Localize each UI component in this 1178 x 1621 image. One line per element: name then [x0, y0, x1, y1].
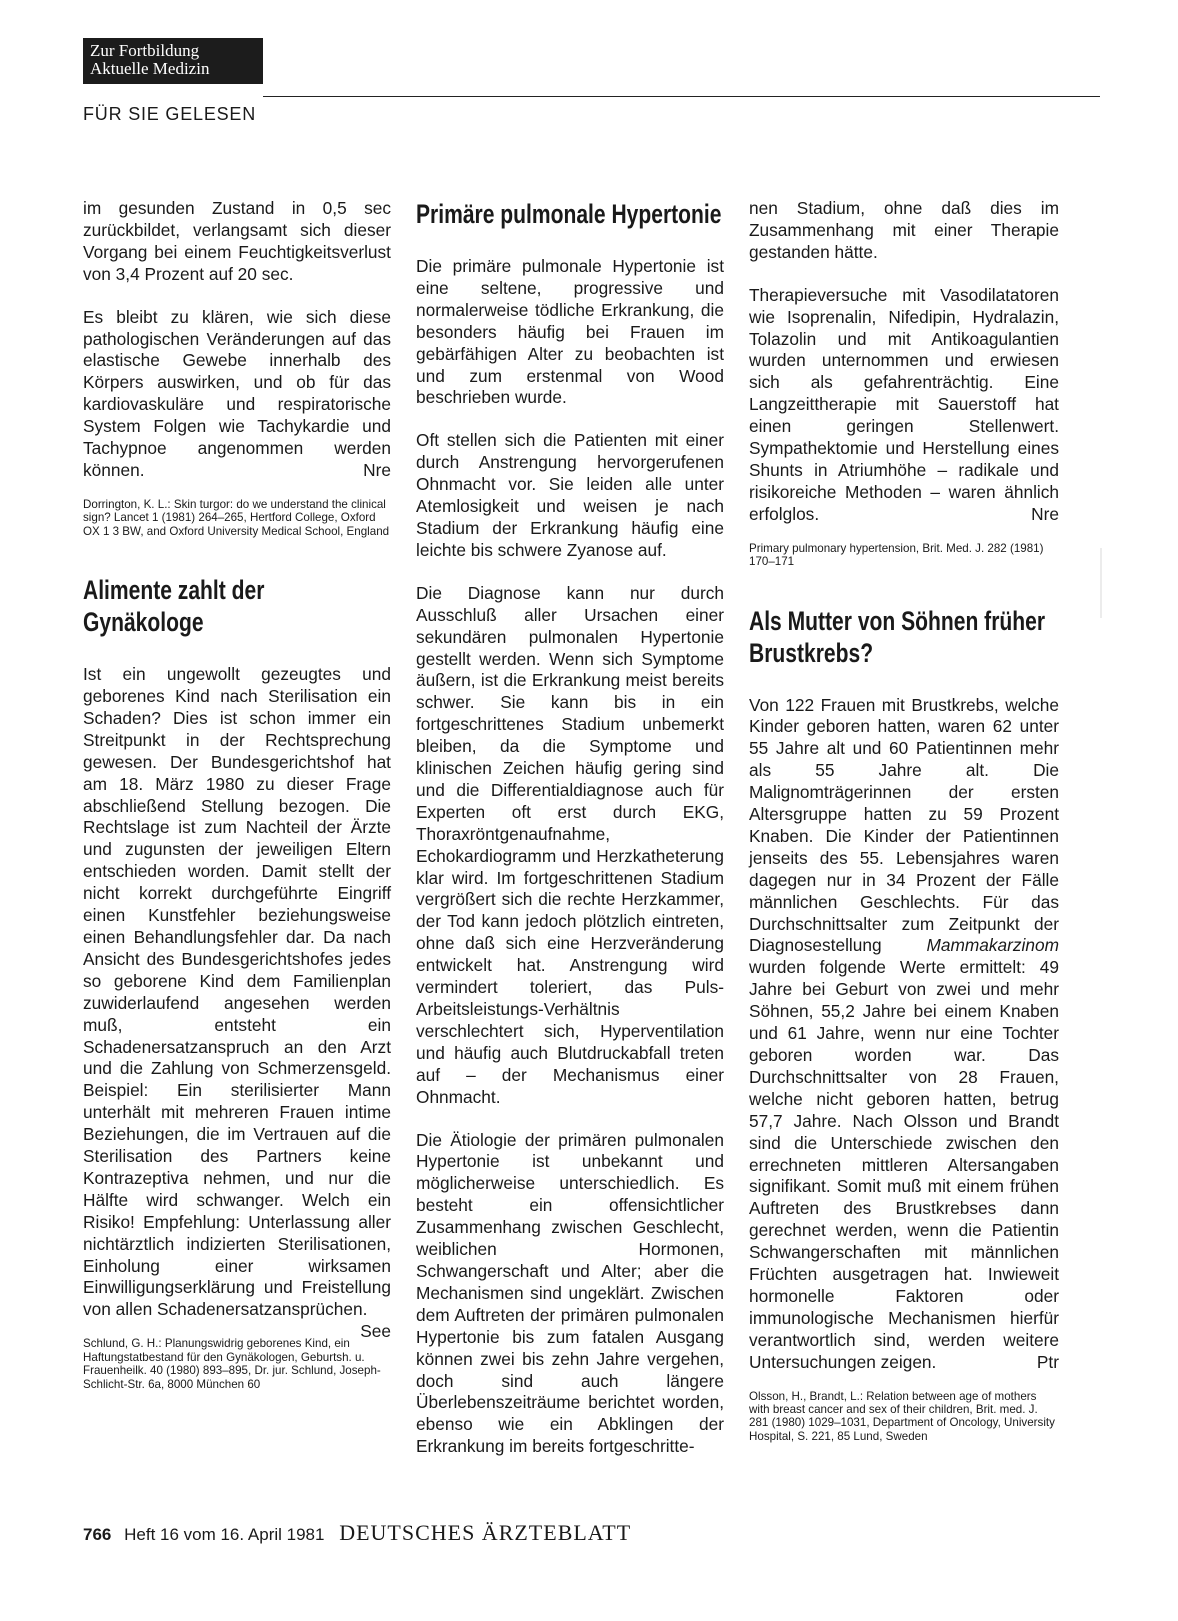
- col3-paragraph-1: nen Stadium, ohne daß dies im Zusammenhang mit einer Therapie gestanden hätte.: [749, 198, 1059, 262]
- col2-paragraph-2: Oft stellen sich die Patienten mit einer durch Anstrengung hervorgerufenen Ohnmacht vor. Sie leiden alle unter Atemlosigkeit und weisen je nach Stadium der Erkrankung häufig eine leichte bis schwere Zyanose auf.: [416, 430, 724, 560]
- kicker: FÜR SIE GELESEN: [83, 104, 257, 124]
- col1-paragraph-2-text: Es bleibt zu klären, wie sich diese pathologischen Veränderungen auf das elastische Gewebe innerhalb des Körpers auswirken, und ob für das kardiovaskuläre und respiratorische System Folgen wie Tachykardie und Tachypnoe angenommen werden können.: [83, 306, 391, 480]
- issue-line: Heft 16 vom 16. April 1981: [124, 1525, 325, 1544]
- column-3: [749, 198, 1059, 1479]
- col1-paragraph-3: [83, 664, 391, 1342]
- col2-paragraph-1: Die primäre pulmonale Hypertonie ist eine seltene, progressive und normalerweise tödliche Erkrankung, die besonders häufig bei Frauen im gebärfähigen Alter zu beobachten ist und zum erstenmal von Wood beschrieben wurde.: [416, 256, 724, 408]
- article-title: Alimente zahlt der Gynäkologe: [83, 575, 265, 638]
- section-tag-line1: Zur Fortbildung: [90, 41, 200, 60]
- col3-paragraph-3-text-b: wurden folgende Werte ermittelt: 49 Jahre bei Geburt von zwei und mehr Söhnen, 55,2 Jahre bei einem Knaben und 61 Jahre, wenn nur eine Tochter geboren worden war. Das Durchschnittsalter von 28 Frauen, welche nicht geboren hatten, betrug 57,7 Jahre. Nach Olsson und Brandt sind die Unterschiede zwischen den errechneten mittleren Altersangaben signifikant. Somit muß mit einem frühen Auftreten des Brustkrebses dann gerechnet werden, wenn die Patientin Schwangerschaften mit männlichen Früchten ausgetragen hat. Inwieweit hormonelle Faktoren oder immunologische Mechanismen hierfür verantwortlich sind, werden weitere Untersuchungen zeigen.: [749, 957, 1059, 1372]
- article-title: Primäre pulmonale Hypertonie: [416, 199, 722, 229]
- col3-paragraph-2: [749, 285, 1059, 526]
- scan-mark: [1100, 548, 1102, 618]
- col3-paragraph-3-italic: Mammakarzinom: [926, 935, 1059, 956]
- author-sign: Ptr: [1036, 1351, 1059, 1372]
- page-number: 766: [83, 1525, 112, 1544]
- column-1: [83, 198, 391, 1427]
- page-footer: [83, 1520, 631, 1546]
- author-sign: Nre: [1031, 503, 1059, 524]
- col3-paragraph-2-text: Therapieversuche mit Vasodilatatoren wie Isoprenalin, Nifedipin, Hydralazin, Tolazolin und mit Antikoagulantien wurden unternommen und erwiesen sich als gefahrenträchtig. Eine Langzeittherapie mit Sauerstoff hat einen geringen Stellenwert. Sympathektomie und Herstellung eines Shunts in Atriumhöhe – radikale und risikoreiche Methoden – waren ähnlich erfolglos.: [749, 284, 1059, 524]
- author-sign: Nre: [363, 459, 391, 480]
- author-sign: See: [360, 1321, 391, 1342]
- col3-paragraph-3: [749, 695, 1059, 1374]
- col1-paragraph-1: im gesunden Zustand in 0,5 sec zurückbildet, verlangsamt sich dieser Vorgang bei einem Feuchtigkeitsverlust von 3,4 Prozent auf 20 sec.: [83, 198, 391, 284]
- col3-paragraph-3-text-a: Von 122 Frauen mit Brustkrebs, welche Kinder geboren hatten, waren 62 unter 55 Jahre alt und 60 Patientinnen mehr als 55 Jahre alt. Die Malignomträgerinnen der ersten Altersgruppe hatten zu 59 Prozent Knaben. Die Kinder der Patientinnen jenseits des 55. Lebensjahres waren dagegen nur in 34 Prozent der Fälle männlichen Geschlechts. Für das Durchschnittsalter zum Zeitpunkt der Diagnosestellung: [749, 694, 1059, 956]
- reference: Primary pulmonary hypertension, Brit. Med. J. 282 (1981) 170–171: [749, 541, 1044, 569]
- col1-paragraph-2: [83, 307, 391, 482]
- column-2: [416, 198, 724, 1479]
- section-tag: [83, 38, 263, 84]
- col2-paragraph-4: Die Ätiologie der primären pulmonalen Hypertonie ist unbekannt und möglicherweise unterschiedlich. Es besteht ein offensichtlicher Zusammenhang zwischen Geschlecht, weiblichen Hormonen, Schwangerschaft und Alter; aber die Mechanismen sind ungeklärt. Zwischen dem Auftreten der primären pulmonalen Hypertonie bis zum fatalen Ausgang können zwei bis zehn Jahre vergehen, doch sind auch längere Überlebenszeiträume berichtet worden, ebenso wie ein Abklingen der Erkrankung im bereits fortgeschritte-: [416, 1129, 724, 1457]
- header-rule: [263, 96, 1100, 97]
- col2-paragraph-3: Die Diagnose kann nur durch Ausschluß aller Ursachen einer sekundären pulmonalen Hypertonie gestellt werden. Wenn sich Symptome äußern, ist die Erkrankung meist bereits schwer. Sie kann bis in ein fortgeschrittenes Stadium unbemerkt bleiben, da die Symptome und klinischen Zeichen häufig gering sind und die Differentialdiagnose auch für Experten oft erst durch EKG, Thoraxröntgenaufnahme, Echokardiogramm und Herzkatheterung klar wird. Im fortgeschrittenen Stadium vergrößert sich die rechte Herzkammer, der Tod kann jedoch plötzlich eintreten, ohne daß sich eine Herzveränderung entwickelt hat. Anstrengung wird vermindert toleriert, das Puls-Arbeitsleistungs-Verhältnis verschlechtert sich, Hyperventilation und häufig auch Blutdruckabfall treten auf – der Mechanismus einer Ohnmacht.: [416, 582, 724, 1107]
- article-title: Als Mutter von Söhnen früher Brustkrebs?: [749, 605, 1046, 668]
- col1-paragraph-3-text: Ist ein ungewollt gezeugtes und geborenes Kind nach Sterilisation ein Schaden? Dies ist schon immer ein Streitpunkt in der Rechtsprechung gewesen. Der Bundesgerichtshof hat am 18. März 1980 zu dieser Frage abschließend Stellung bezogen. Die Rechtslage ist zum Nachteil der Ärzte und zugunsten der jeweiligen Eltern entschieden worden. Damit stellt der nicht korrekt durchgeführte Eingriff einen Kunstfehler beziehungsweise einen Behandlungsfehler dar. Da nach Ansicht des Bundesgerichtshofes jedes so geborene Kind dem Familienplan zuwiderlaufend angesehen werden muß, entsteht ein Schadenersatzanspruch an den Arzt und die Zahlung von Schmerzensgeld. Beispiel: Ein sterilisierter Mann unterhält mit mehreren Frauen intime Beziehungen, die im Vertrauen auf die Sterilisation des Partners keine Kontrazeptiva nehmen, und nur die Hälfte wird schwanger. Welch ein Risiko! Empfehlung: Unterlassung aller nichtärztlich indizierten Sterilisationen, Einholung einer wirksamen Einwilligungserklärung und Freistellung von allen Schadenersatzansprüchen.: [83, 664, 391, 1320]
- journal-name: DEUTSCHES ÄRZTEBLATT: [339, 1520, 632, 1545]
- reference: Dorrington, K. L.: Skin turgor: do we understand the clinical sign? Lancet 1 (1981) 264–265, Hertford College, Oxford OX 1 3 BW, and Oxford University Medical School, England: [83, 497, 390, 538]
- section-tag-line2: Aktuelle Medizin: [90, 59, 210, 78]
- reference: Olsson, H., Brandt, L.: Relation between age of mothers with breast cancer and sex of their children, Brit. med. J. 281 (1980) 1029–1031, Department of Oncology, University Hospital, S. 221, 85 Lund, Sweden: [749, 1389, 1055, 1443]
- reference: Schlund, G. H.: Planungswidrig geborenes Kind, ein Haftungstatbestand für den Gynäkologen, Geburtsh. u. Frauenheilk. 40 (1980) 893–895, Dr. jur. Schlund, Joseph-Schlicht-Str. 6a, 8000 München 60: [83, 1337, 381, 1391]
